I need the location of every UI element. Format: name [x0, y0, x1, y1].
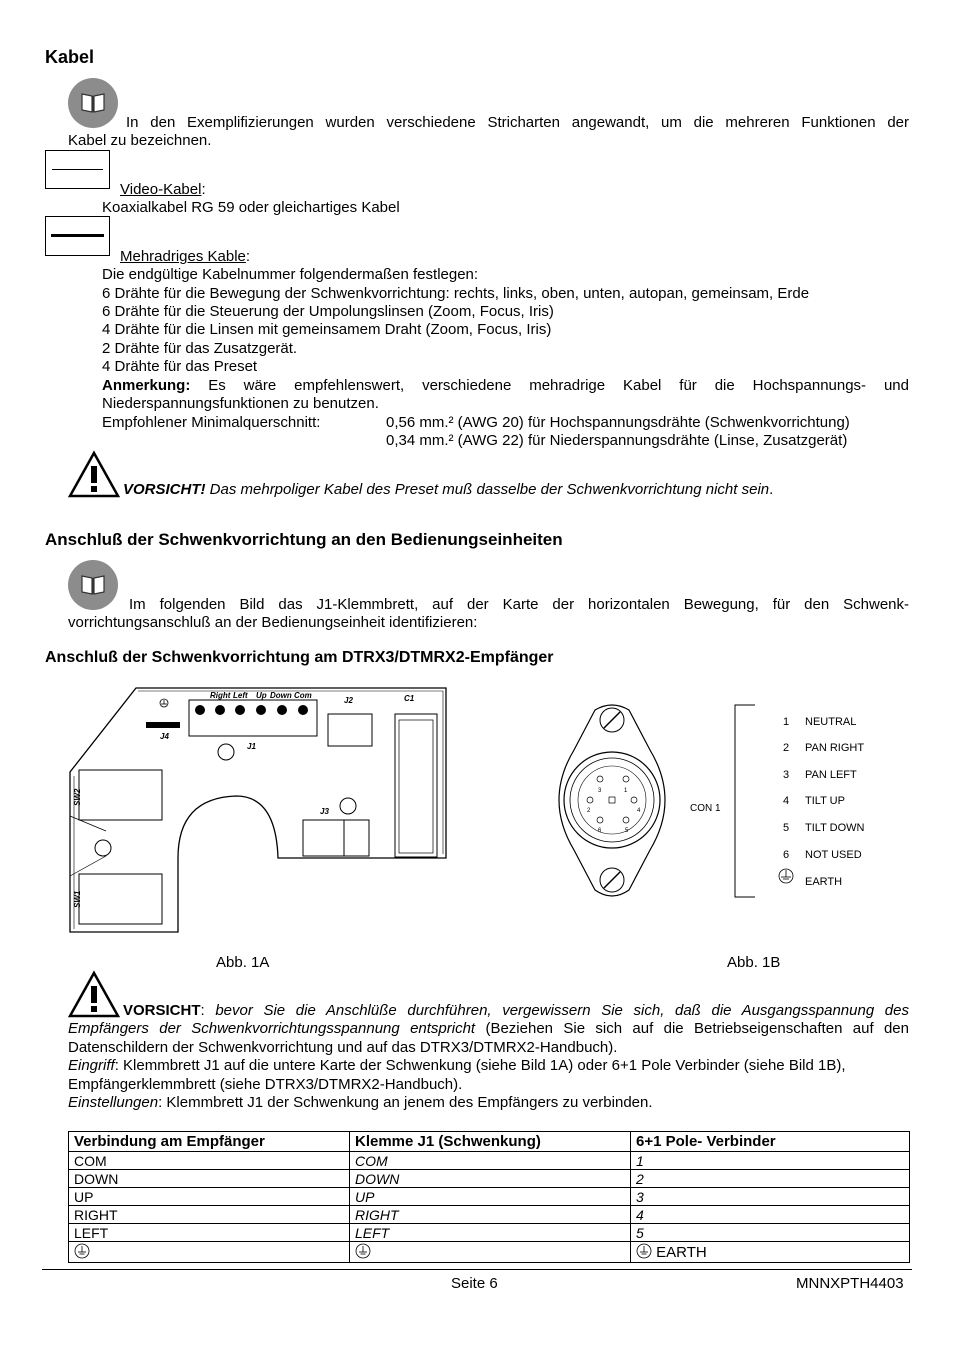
- table-cell: 1: [631, 1152, 910, 1170]
- pin-name-neutral: NEUTRAL: [805, 716, 857, 728]
- table-cell: 3: [631, 1188, 910, 1206]
- pin-number-2: 2: [783, 742, 790, 754]
- book-icon: [68, 560, 118, 610]
- intro1-line2: Kabel zu bezeichnen.: [68, 132, 212, 149]
- label-j1: J1: [247, 742, 256, 751]
- footer-rule: [42, 1269, 912, 1270]
- pin-name-pan-right: PAN RIGHT: [805, 742, 865, 754]
- table-row: [69, 1152, 910, 1170]
- table-cell: RIGHT: [350, 1206, 631, 1224]
- label-j4: J4: [160, 732, 169, 741]
- video-cable-desc: Koaxialkabel RG 59 oder gleichartiges Kabel: [102, 199, 400, 216]
- pin-5: 5: [625, 828, 629, 834]
- warning-icon: [68, 450, 120, 498]
- j1-terminal-earth: [195, 705, 205, 715]
- table-cell: 5: [631, 1224, 910, 1242]
- table-cell: [350, 1242, 631, 1263]
- section-title-kabel: Kabel: [45, 47, 95, 67]
- earth-icon: [355, 1243, 371, 1259]
- table-cell: COM: [69, 1152, 350, 1170]
- table-cell: LEFT: [69, 1224, 350, 1242]
- table-row: [69, 1206, 910, 1224]
- caution2-line1: VORSICHT: bevor Sie die Anschlüße durchführen, vergewissern Sie sich, daß die Ausgangsspannung des: [123, 1002, 909, 1019]
- pin-number-4: 4: [783, 795, 790, 807]
- multi-cable-label: Mehradriges Kable:: [120, 248, 251, 265]
- earth-icon: [74, 1243, 90, 1259]
- multi-line-1: Die endgültige Kabelnummer folgendermaßen festlegen:: [102, 266, 479, 283]
- j1-terminal-com: [298, 705, 308, 715]
- table-cell: 4: [631, 1206, 910, 1224]
- intro2-line1: Im folgenden Bild das J1-Klemmbrett, auf der Karte der horizontalen Bewegung, für den Schwenk-: [129, 596, 909, 613]
- table-cell: RIGHT: [69, 1206, 350, 1224]
- table-cell: UP: [350, 1188, 631, 1206]
- eingriff-line1: Eingriff: Klemmbrett J1 auf die untere Karte der Schwenkung (siehe Bild 1A) oder 6+1 Pole Verbinder (siehe Bild 1B),: [68, 1057, 846, 1074]
- pin-6: 6: [598, 828, 602, 834]
- table-cell: [631, 1242, 910, 1263]
- caution2-line3: Datenschildern der Schwenkvorrichtung und auf das DTRX3/DTMRX2-Handbuch).: [68, 1039, 618, 1056]
- pin-number-6: 6: [783, 849, 790, 861]
- pin-number-1: 1: [783, 716, 790, 728]
- pin-number-5: 5: [783, 822, 790, 834]
- label-j3: J3: [320, 807, 329, 816]
- pin-3: 3: [598, 788, 602, 794]
- label-sw2: SW2: [73, 788, 82, 806]
- pin-number-3: 3: [783, 769, 790, 781]
- section-title-dtrx: Anschluß der Schwenkvorrichtung am DTRX3/DTMRX2-Empfänger: [45, 649, 554, 666]
- table-cell: DOWN: [69, 1170, 350, 1188]
- section-title-anschluss: Anschluß der Schwenkvorrichtung an den Bedienungseinheiten: [45, 530, 563, 549]
- table-cell: [69, 1242, 350, 1263]
- earth-label: EARTH: [656, 1244, 707, 1261]
- caution1-text: VORSICHT! Das mehrpoliger Kabel des Preset muß dasselbe der Schwenkvorrichtung nicht sein.: [123, 481, 774, 498]
- label-up: Up: [256, 691, 267, 700]
- multi-line-6: 4 Drähte für das Preset: [102, 358, 258, 375]
- caption-1a: Abb. 1A: [216, 954, 270, 971]
- pin-name-pan-left: PAN LEFT: [805, 769, 857, 781]
- pin-name-not-used: NOT USED: [805, 849, 862, 861]
- label-com: Com: [294, 691, 312, 700]
- pin-1: 1: [624, 788, 628, 794]
- table-cell: DOWN: [350, 1170, 631, 1188]
- connection-table: [68, 1131, 910, 1263]
- multi-cable-legend-box: [45, 216, 110, 256]
- table-row: [69, 1188, 910, 1206]
- pcb-diagram: [66, 686, 451, 938]
- einstellungen-line: Einstellungen: Klemmbrett J1 der Schwenkung an jenem des Empfängers zu verbinden.: [68, 1094, 653, 1111]
- j1-terminal-left: [235, 705, 245, 715]
- intro1-line1: In den Exemplifizierungen wurden verschiedene Stricharten angewandt, um die mehreren Funktionen der: [126, 114, 909, 131]
- video-cable-legend-box: [45, 150, 110, 189]
- label-sw1: SW1: [73, 890, 82, 908]
- table-header: 6+1 Pole- Verbinder: [631, 1132, 910, 1152]
- pin-name-tilt-up: TILT UP: [805, 795, 845, 807]
- table-header-row: [69, 1132, 910, 1152]
- table-row: [69, 1224, 910, 1242]
- table-cell: COM: [350, 1152, 631, 1170]
- label-c1: C1: [404, 694, 415, 703]
- table-cell: LEFT: [350, 1224, 631, 1242]
- multi-note-line2: Niederspannungsfunktionen zu benutzen.: [102, 395, 379, 412]
- multi-line-2: 6 Drähte für die Bewegung der Schwenkvorrichtung: rechts, links, oben, unten, autopan, gemeinsam, Erde: [102, 285, 810, 302]
- connector-diagram: [540, 700, 900, 904]
- table-row: [69, 1170, 910, 1188]
- con-label: CON 1: [690, 803, 721, 814]
- pin-2: 2: [587, 808, 591, 814]
- earth-icon: [636, 1243, 652, 1259]
- label-down: Down: [270, 691, 292, 700]
- earth-icon: [779, 869, 793, 883]
- pin-4: 4: [637, 808, 641, 814]
- table-header: Verbindung am Empfänger: [69, 1132, 350, 1152]
- table-cell: 2: [631, 1170, 910, 1188]
- multi-line-4: 4 Drähte für die Linsen mit gemeinsamem Draht (Zoom, Focus, Iris): [102, 321, 552, 338]
- book-icon: [68, 78, 118, 128]
- j1-terminal-up: [256, 705, 266, 715]
- table-header: Klemme J1 (Schwenkung): [350, 1132, 631, 1152]
- multi-line-5: 2 Drähte für das Zusatzgerät.: [102, 340, 298, 357]
- label-j2: J2: [344, 696, 353, 705]
- table-row: [69, 1242, 910, 1263]
- video-cable-label: Video-Kabel:: [120, 181, 206, 198]
- pin-name-earth: EARTH: [805, 876, 843, 888]
- page-number: Seite 6: [451, 1275, 498, 1292]
- j1-terminal-down: [277, 705, 287, 715]
- multi-line-3: 6 Drähte für die Steuerung der Umpolungslinsen (Zoom, Focus, Iris): [102, 303, 554, 320]
- eingriff-line2: Empfängerklemmbrett (siehe DTRX3/DTMRX2-Handbuch).: [68, 1076, 463, 1093]
- section-value-2: 0,34 mm.² (AWG 22) für Niederspannungsdrähte (Linse, Zusatzgerät): [386, 432, 848, 449]
- warning-icon: [68, 970, 120, 1018]
- section-label: Empfohlener Minimalquerschnitt:: [102, 414, 321, 431]
- label-right: Right: [210, 691, 231, 700]
- intro2-line2: vorrichtungsanschluß an der Bedienungseinheit identifizieren:: [68, 614, 478, 631]
- pin-name-tilt-down: TILT DOWN: [805, 822, 865, 834]
- multi-note: Anmerkung: Es wäre empfehlenswert, verschiedene mehradrige Kabel für die Hochspannungs- und: [102, 377, 909, 394]
- document-code: MNNXPTH4403: [796, 1275, 904, 1292]
- j1-terminal-right: [215, 705, 225, 715]
- table-cell: UP: [69, 1188, 350, 1206]
- label-left: Left: [233, 691, 248, 700]
- caution2-line2: Empfängers der Schwenkvorrichtungsspannung entspricht (Beziehen Sie sich auf die Betriebseigenschaften auf den: [68, 1020, 909, 1037]
- caption-1b: Abb. 1B: [727, 954, 781, 971]
- section-value-1: 0,56 mm.² (AWG 20) für Hochspannungsdrähte (Schwenkvorrichtung): [386, 414, 850, 431]
